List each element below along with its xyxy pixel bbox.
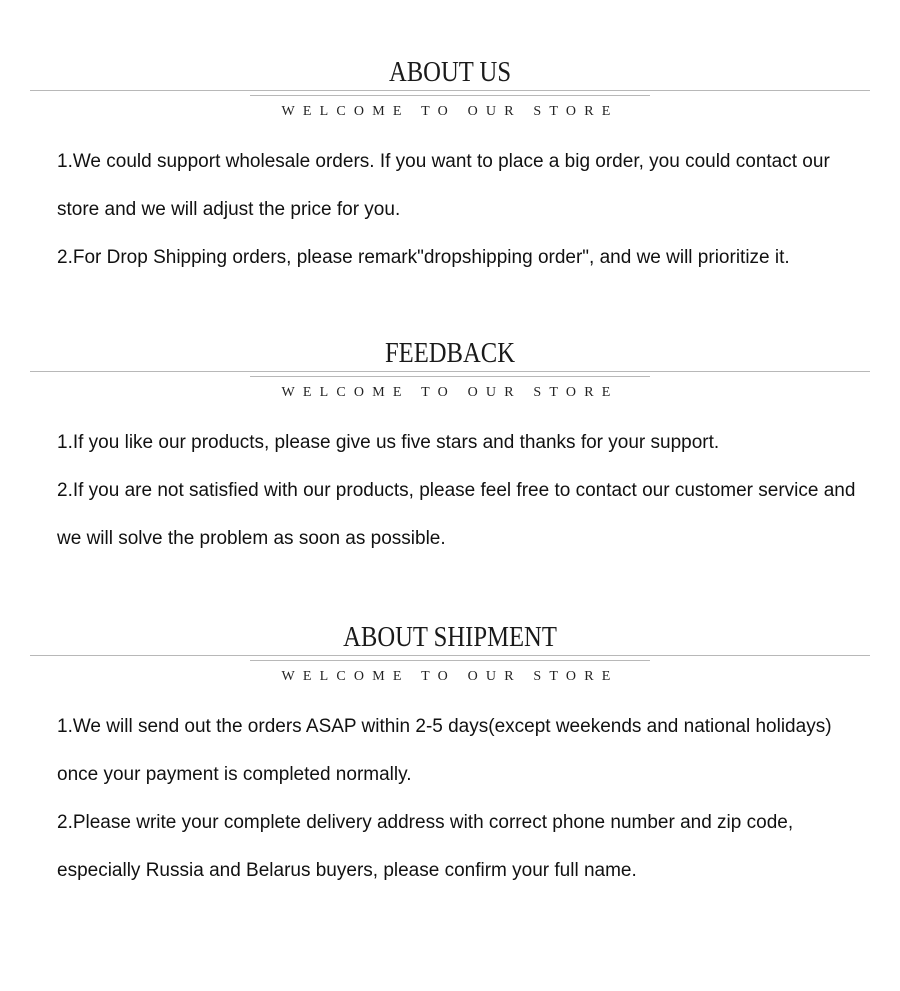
paragraph-2: 2.If you are not satisfied with our products, please feel free to contact our customer service and we will solve the problem as soon as possible. <box>57 480 856 549</box>
about-shipment-section <box>0 621 900 881</box>
section-subtitle: WELCOME TO OUR STORE <box>281 669 619 684</box>
section-title: ABOUT SHIPMENT <box>343 622 557 653</box>
section-body <box>57 419 857 563</box>
paragraph-2: 2.Please write your complete delivery address with correct phone number and zip code, especially Russia and Belarus buyers, please confirm your full name. <box>57 812 794 881</box>
section-subtitle: WELCOME TO OUR STORE <box>281 385 619 400</box>
section-title: ABOUT US <box>388 57 512 88</box>
about-us-section <box>0 56 900 268</box>
paragraph-1: 1.We will send out the orders ASAP within 2-5 days(except weekends and national holidays) once your payment is completed normally. <box>57 716 832 785</box>
paragraph-2: 2.For Drop Shipping orders, please remark"dropshipping order", and we will prioritize it. <box>57 247 790 268</box>
section-subtitle: WELCOME TO OUR STORE <box>281 104 619 119</box>
section-title: FEEDBACK <box>384 338 516 369</box>
divider-long <box>30 371 870 372</box>
section-body <box>57 703 857 895</box>
divider-short <box>250 660 650 661</box>
divider-long <box>30 90 870 91</box>
paragraph-1: 1.If you like our products, please give us five stars and thanks for your support. <box>57 432 720 453</box>
divider-short <box>250 376 650 377</box>
section-body <box>57 138 857 282</box>
divider-long <box>30 655 870 656</box>
feedback-section <box>0 337 900 549</box>
divider-short <box>250 95 650 96</box>
paragraph-1: 1.We could support wholesale orders. If you want to place a big order, you could contact our store and we will adjust the price for you. <box>57 151 830 220</box>
